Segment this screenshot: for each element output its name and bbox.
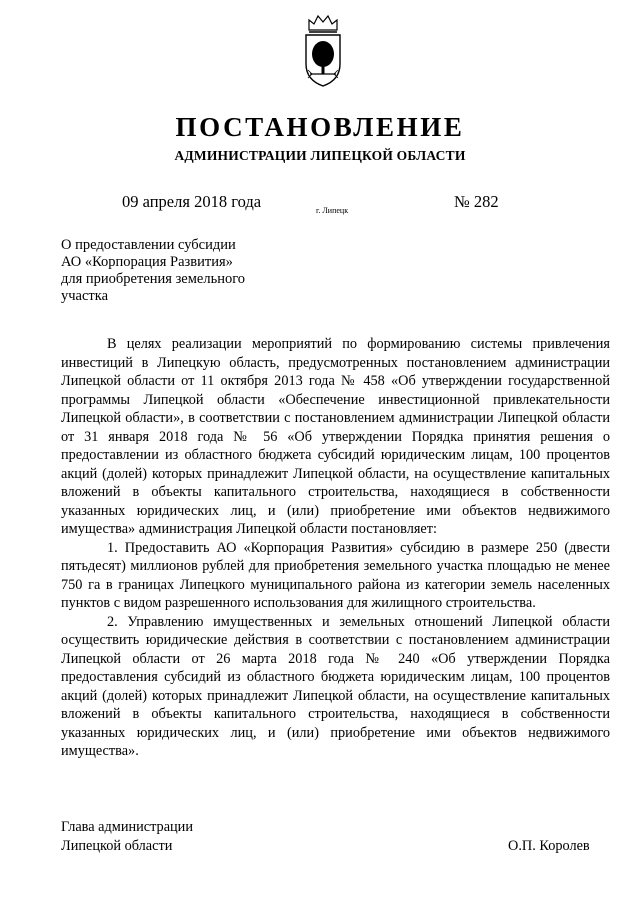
signatory-name: О.П. Королев	[508, 838, 590, 854]
issuing-authority: АДМИНИСТРАЦИИ ЛИПЕЦКОЙ ОБЛАСТИ	[174, 148, 466, 163]
document-date: 09 апреля 2018 года	[122, 192, 262, 211]
document-subject: О предоставлении субсидии АО «Корпорация Развития» для приобретения земельного участка	[61, 237, 246, 304]
signatory-position-line1: Глава администрации	[61, 819, 193, 835]
coat-of-arms-icon	[300, 12, 346, 90]
document-title: ПОСТАНОВЛЕНИЕ	[175, 112, 465, 142]
document-city: г. Липецк	[316, 206, 349, 215]
signatory-position	[61, 818, 193, 856]
document-body	[61, 335, 610, 761]
clause-1-paragraph: 1. Предоставить АО «Корпорация Развития» субсидию в размере 250 (двести пятьдесят) миллионов рублей для приобретения земельного участка площадью не менее 750 га в границах Липецкого муниципального района из категории земель населенных пунктов с видом разрешенного использования для жилищного строительства.	[61, 539, 610, 611]
document-number: № 282	[454, 192, 499, 211]
preamble-paragraph: В целях реализации мероприятий по формированию системы привлечения инвестиций в Липецкую область, предусмотренных постановлением администрации Липецкой области от 11 октября 2013 года № 458 «Об утверждении государственной программы Липецкой области «Обеспечение инвестиционной привлекательности Липецкой области», в соответствии с постановлением администрации Липецкой области от 31 января 2018 года № 56 «Об утверждении Порядка принятия решения о предоставлении из областного бюджета субсидий юридическим лицам, 100 процентов акций (долей) которых принадлежит Липецкой области, на осуществление капитальных вложений в объекты капитального строительства, находящиеся в собственности указанных юридических лиц, и (или) приобретение ими объектов недвижимого имущества» администрация Липецкой области постановляет:	[61, 336, 610, 537]
signatory-position-line2: Липецкой области	[61, 838, 173, 854]
clause-2-paragraph: 2. Управлению имущественных и земельных отношений Липецкой области осуществить юридические действия в соответствии с постановлением администрации Липецкой области от 26 марта 2018 года № 240 «Об утверждении Порядка предоставления субсидий из областного бюджета юридическим лицам, 100 процентов акций (долей) которых принадлежит Липецкой области, на осуществление капитальных вложений в объекты капитального строительства, находящиеся в собственности указанных юридических лиц, и (или) приобретение ими объектов недвижимого имущества».	[61, 613, 610, 759]
